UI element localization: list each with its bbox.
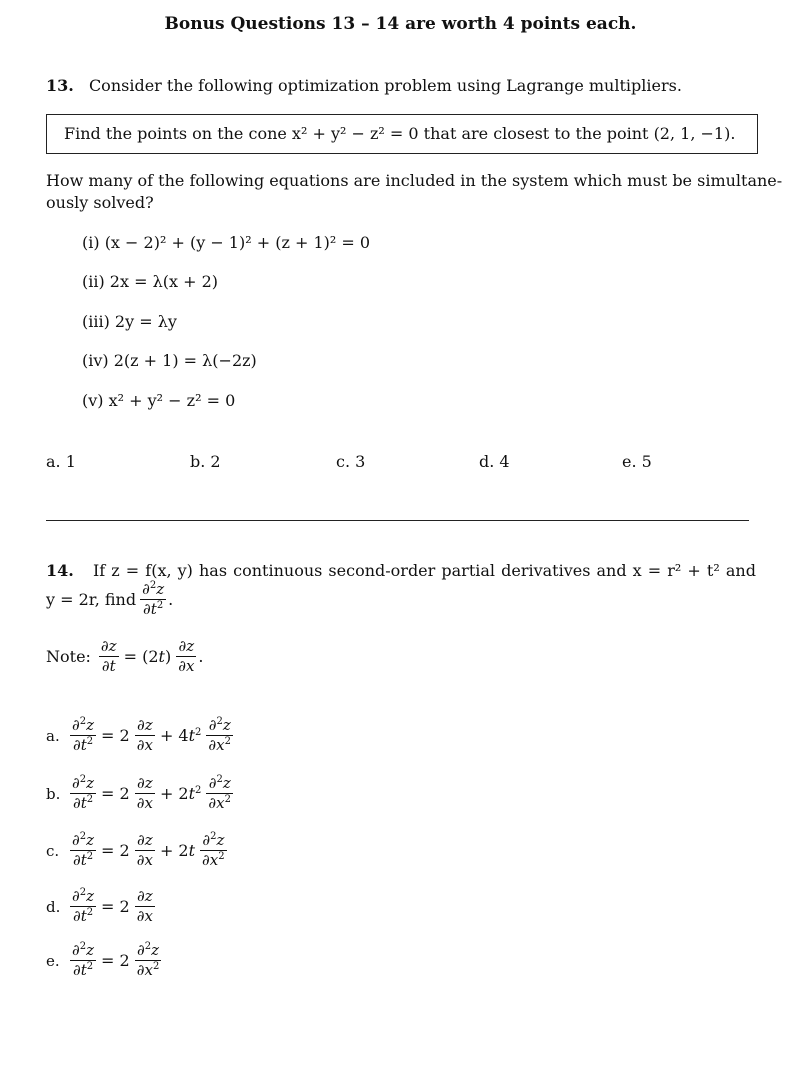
q14-line2-prefix: y = 2r, find <box>46 590 137 609</box>
note-label: Note: <box>46 647 91 666</box>
q14-answer-c-text: ∂²z/∂t² = 2 ∂z/∂x + 2t ∂²z/∂x² <box>75 1000 90 1001</box>
q13-intro: Consider the following optimization problem using Lagrange multipliers. <box>88 76 682 95</box>
q14-choice-d[interactable]: d. $\frac{\partial^2z}{\partial t^2}$ = 2 $\frac{\partial z}{\partial x}$ <box>46 887 153 925</box>
q13-choice-a[interactable]: a. 1 <box>46 452 76 471</box>
q13-equation-v: (v) x² + y² − z² = 0 <box>82 391 236 410</box>
q14-note: Note: $\frac{\partial z}{\partial t}$ = (2t) $\frac{\partial z}{\partial x}$ . <box>46 637 204 675</box>
find-fraction: $\frac{\partial^2z}{\partial t^2}$ <box>142 580 165 618</box>
q14-answer-a-text: ∂²z/∂t² = 2 ∂z/∂x + 4t² ∂²z/∂x² <box>46 1000 61 1001</box>
q13-question-line2: ously solved? <box>46 193 154 212</box>
q14-answer-e-text: ∂²z/∂t² = 2 ∂²z/∂x² <box>98 1000 108 1001</box>
q13-number: 13. <box>46 76 74 95</box>
q14-answer-text-list <box>46 1000 746 1006</box>
q14-choice-c[interactable]: c. $\frac{\partial^2z}{\partial t^2}$ = 2 $\frac{\partial z}{\partial x}$ + 2t $\frac{\partial^2z}{\partial x^2}$ <box>46 831 225 869</box>
section-divider <box>46 520 749 521</box>
q14-statement: If z = f(x, y) has continuous second-order partial derivatives and x = r² + t² and <box>92 561 756 580</box>
q13-intro-line <box>46 76 682 95</box>
q14-choice-b[interactable]: b. $\frac{\partial^2z}{\partial t^2}$ = 2 $\frac{\partial z}{\partial x}$ + $2t^2$ $\frac{\partial^2z}{\partial x^2}$ <box>46 774 232 812</box>
q14-line2: y = 2r, find $\frac{\partial^2z}{\partial t^2}$ . <box>46 580 174 618</box>
q13-choice-d[interactable]: d. 4 <box>479 452 510 471</box>
page-header: Bonus Questions 13 – 14 are worth 4 points each. <box>164 14 637 34</box>
q13-problem-box <box>46 114 758 154</box>
q13-choice-b[interactable]: b. 2 <box>190 452 221 471</box>
q14-choice-a[interactable]: a. $\frac{\partial^2z}{\partial t^2}$ = 2 $\frac{\partial z}{\partial x}$ + $4t^2$ $\frac{\partial^2z}{\partial x^2}$ <box>46 716 232 754</box>
q13-equation-iv: (iv) 2(z + 1) = λ(−2z) <box>82 351 257 370</box>
q13-equation-i: (i) (x − 2)² + (y − 1)² + (z + 1)² = 0 <box>82 233 371 252</box>
q13-choice-e[interactable]: e. 5 <box>622 452 652 471</box>
q14-answer-d-text: ∂²z/∂t² = 2 ∂z/∂x <box>90 1000 99 1001</box>
q14-choice-e[interactable]: e. $\frac{\partial^2z}{\partial t^2}$ = 2 $\frac{\partial^2z}{\partial x^2}$ <box>46 941 160 979</box>
q13-choice-c[interactable]: c. 3 <box>336 452 366 471</box>
q14-answer-b-text: ∂²z/∂t² = 2 ∂z/∂x + 2t² ∂²z/∂x² <box>60 1000 76 1001</box>
q13-box-text: Find the points on the cone x² + y² − z² = 0 that are closest to the point (2, 1, −1). <box>64 124 736 143</box>
q14-number: 14. <box>46 561 74 580</box>
q13-equation-iii: (iii) 2y = λy <box>82 312 177 331</box>
q13-equation-ii: (ii) 2x = λ(x + 2) <box>82 272 218 291</box>
q13-question-line1: How many of the following equations are included in the system which must be simultane- <box>46 171 783 190</box>
q14-line1 <box>46 561 756 580</box>
